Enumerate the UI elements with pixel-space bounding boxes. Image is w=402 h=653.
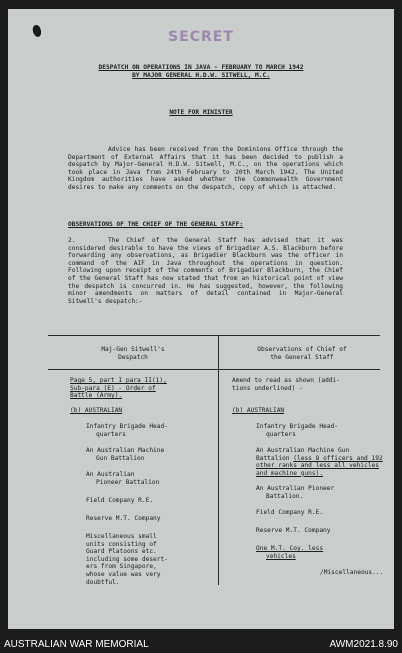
item-line: Pioneer Battalion <box>96 478 160 486</box>
left-item-mg <box>86 447 206 462</box>
right-header-line: the General Staff <box>270 353 334 361</box>
left-ref-line: Battle (Army). <box>70 392 123 400</box>
right-section-label: (b) AUSTRALIAN <box>232 407 285 414</box>
paragraph-number: 2. <box>68 237 76 244</box>
right-item-mt-coy <box>256 545 384 560</box>
item-line: whose value was very <box>86 570 161 578</box>
left-header-line: Maj-Gen Sitwell's <box>101 346 165 353</box>
left-section-label: (b) AUSTRALIAN <box>70 407 123 414</box>
left-ref-line: Page 5, part I para II(1), <box>70 377 167 384</box>
item-line: quarters <box>96 430 126 438</box>
table-top-rule <box>48 335 380 336</box>
right-ref-line: tions underlined) - <box>232 384 303 392</box>
item-line: One M.T. Coy. less <box>256 545 324 552</box>
section-heading: OBSERVATIONS OF THE CHIEF OF THE GENERAL STAFF: <box>68 221 244 228</box>
document-title <box>48 64 354 79</box>
accession-number: AWM2021.8.90 <box>329 639 398 650</box>
left-column-header <box>53 346 213 361</box>
right-header-line: Observations of Chief of <box>257 346 347 353</box>
item-line: An Australian Pioneer <box>256 485 335 492</box>
right-column-header <box>222 346 382 361</box>
left-reference <box>70 377 167 400</box>
institution-name: AUSTRALIAN WAR MEMORIAL <box>4 639 149 650</box>
item-addition: (less 8 officers and 192 other ranks and less all vehicles and machine guns). <box>256 454 383 477</box>
note-heading: NOTE FOR MINISTER <box>169 109 233 116</box>
document-page <box>8 9 394 629</box>
right-item-field: Field Company R.E. <box>256 509 324 516</box>
item-line: An Australian Machine <box>86 447 165 454</box>
right-item-hq <box>256 423 384 438</box>
paragraph-2 <box>68 237 343 305</box>
right-item-pioneer <box>256 485 384 500</box>
punch-hole <box>31 24 43 38</box>
item-line: Infantry Brigade Head- <box>256 423 338 430</box>
table-column-divider <box>218 335 219 585</box>
left-item-pioneer <box>86 471 206 486</box>
archive-footer <box>0 637 402 653</box>
item-line: units consisting of <box>86 540 157 548</box>
right-item-reserve: Reserve M.T. Company <box>256 527 331 534</box>
right-item-mg <box>256 447 384 477</box>
secret-stamp: SECRET <box>168 29 234 45</box>
item-line: quarters <box>266 430 296 438</box>
left-item-field: Field Company R.E. <box>86 497 154 504</box>
paragraph-2-text: The Chief of the General Staff has advised that it was considered desirable to have the views of Brigadier A.S. Blackburn before forwarding any observations, as Brigadier Blackburn was the officer in command of the AIF in Java throughout the operations in question. Following upon receipt of the comments of Brigadier Blackburn, the Chief of the General Staff has now stated that from an historical point of view the despatch is concurred in. He has suggested, however, the following minor amendments on matters of detail contained in Major-General Sitwell's despatch:- <box>68 237 343 305</box>
item-line: Miscellaneous small <box>86 533 157 540</box>
item-line: An Australian <box>86 471 135 478</box>
title-line-2: BY MAJOR GENERAL H.D.W. SITWELL, M.C. <box>132 71 270 79</box>
item-line: vehicles <box>266 552 296 560</box>
item-line: doubtful. <box>86 578 120 586</box>
item-line: including some desert- <box>86 555 168 563</box>
left-item-reserve: Reserve M.T. Company <box>86 515 161 522</box>
item-line: Infantry Brigade Head- <box>86 423 168 430</box>
paragraph-1: Advice has been received from the Dominions Office through the Department of External Affairs that it has been decided to publish a despatch by Major-General H.D.W. Sitwell, M.C., on the operations which took place in Java from 24th February to 20th March 1942. The United Kingdom authorities have asked whether the Commonwealth Government desires to make any comments on the despatch, copy of which is attached. <box>68 146 343 191</box>
right-reference <box>232 377 340 392</box>
left-item-hq <box>86 423 206 438</box>
continuation-catchword: /Miscellaneous... <box>320 569 384 576</box>
item-line: Gun Battalion <box>96 454 145 462</box>
left-header-line: Despatch <box>118 353 148 361</box>
item-line: ers from Singapore, <box>86 563 157 571</box>
title-line-1: DESPATCH ON OPERATIONS IN JAVA - FEBRUARY TO MARCH 1942 <box>98 64 304 71</box>
item-line: Battalion. <box>266 492 304 500</box>
left-item-misc <box>86 533 206 586</box>
table-header-rule <box>48 369 380 370</box>
item-line: Guard Platoons etc. <box>86 548 157 556</box>
right-ref-line: Amend to read as shown (addi- <box>232 377 341 384</box>
item-text: An Australian Machine Gun Battalion <box>256 447 350 462</box>
left-ref-line: Sub-para (E) - Order of <box>70 384 156 392</box>
